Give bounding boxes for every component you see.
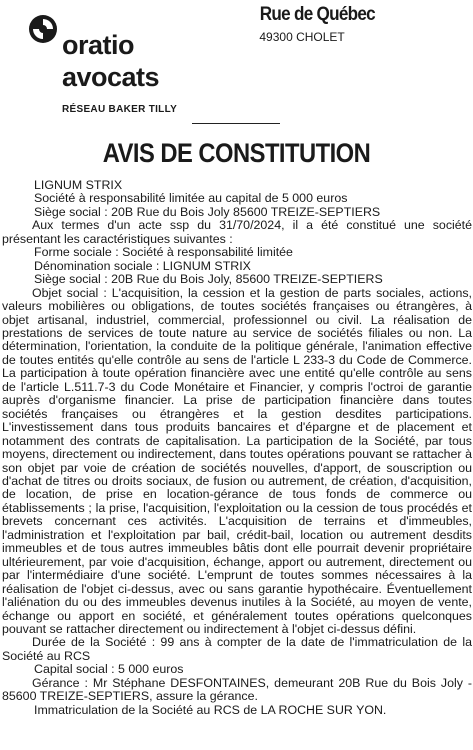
address-street: Rue de Québec: [259, 4, 375, 25]
registered-office: Siège social : 20B Rue du Bois Joly, 85600 TREIZE-SEPTIERS: [34, 272, 383, 287]
notice-body: [2, 179, 472, 717]
oratio-logo-icon: [28, 14, 58, 44]
company-form-capital: Société à responsabilité limitée au capital de 5 000 euros: [34, 191, 348, 206]
address-block: [247, 4, 375, 44]
deed-paragraph: Aux termes d'un acte ssp du 31/70/2024, il a été constitué une société présentant les caractéristiques suivantes :: [2, 218, 472, 246]
legal-form: Forme sociale : Société à responsabilité limitée: [34, 245, 293, 260]
company-denomination: Dénomination sociale : LIGNUM STRIX: [34, 258, 251, 273]
share-capital: Capital social : 5 000 euros: [34, 662, 184, 677]
corporate-purpose: Objet social : L'acquisition, la cession et la gestion de parts sociales, actions, valeurs mobilières ou obligations, de toutes sociétés françaises ou étrangères, à objet artisanal, industriel, commercial, professionnel ou civil. La réalisation de prestations de services de toute nature au service de sociétés filiales ou non. La détermination, l'orientation, la conduite de la politique générale, l'animation effective de toutes entités qu'elle contrôle au sens de l'article L 233-3 du Code de Commerce. La participation à toute opération financière avec une entité qu'elle contrôle au sens de l'article L.511.7-3 du Code Monétaire et Financier, y compris l'octroi de garantie auprès d'organisme financier. La prise de participation financière dans toutes sociétés françaises ou étrangères et la gestion desdites participations. L'investissement dans tous produits bancaires et d'épargne et de placement et notamment des contrats de capitalisation. La participation de la Société, par tous moyens, directement ou indirectement, dans toutes opérations pouvant se rattacher à son objet par voie de création de sociétés nouvelles, d'apport, de souscription ou d'achat de titres ou droits sociaux, de fusion ou autrement, de création, d'acquisition, de location, de prise en location-gérance de tous fonds de commerce ou établissements ; la prise, l'acquisition, l'exploitation ou la cession de tous procédés et brevets concernant ces activités. L'acquisition de terrains et d'immeubles, l'administration et l'exploitation par bail, crédit-bail, location ou autrement desdits immeubles et de tous autres immeubles bâtis dont elle pourrait devenir propriétaire ultérieurement, par voie d'acquisition, échange, apport ou autrement, directement ou par l'intermédiaire d'une société. L'emprunt de toutes sommes nécessaires à la réalisation de l'objet ci-dessus, avec ou sans garantie hypothécaire. Éventuellement l'aliénation du ou des immeubles devenus inutiles à la Société, au moyen de vente, échange ou apport en société, et généralement toutes opérations quelconques pouvant se rattacher directement ou indirectement à l'objet ci-dessus défini.: [2, 285, 472, 636]
logo-wordmark-oratio: oratio: [62, 30, 135, 60]
title-divider: [192, 123, 280, 124]
oratio-logo: [28, 12, 188, 115]
logo-wordmark-avocats: avocats: [62, 62, 160, 92]
company-name: LIGNUM STRIX: [34, 178, 123, 192]
registration: Immatriculation de la Société au RCS de LA ROCHE SUR YON.: [34, 702, 387, 717]
management: Gérance : Mr Stéphane DESFONTAINES, demeurant 20B Rue du Bois Joly - 85600 TREIZE-SEPTIERS, assure la gérance.: [2, 675, 472, 704]
address-city: 49300 CHOLET: [259, 30, 345, 44]
notice-title: AVIS DE CONSTITUTION: [102, 138, 371, 168]
logo-subtitle: RÉSEAU BAKER TILLY: [62, 104, 178, 115]
company-duration: Durée de la Société : 99 ans à compter de la date de l'immatriculation de la Société au RCS: [2, 635, 472, 663]
company-seat: Siège social : 20B Rue du Bois Joly 85600 TREIZE-SEPTIERS: [34, 204, 381, 219]
